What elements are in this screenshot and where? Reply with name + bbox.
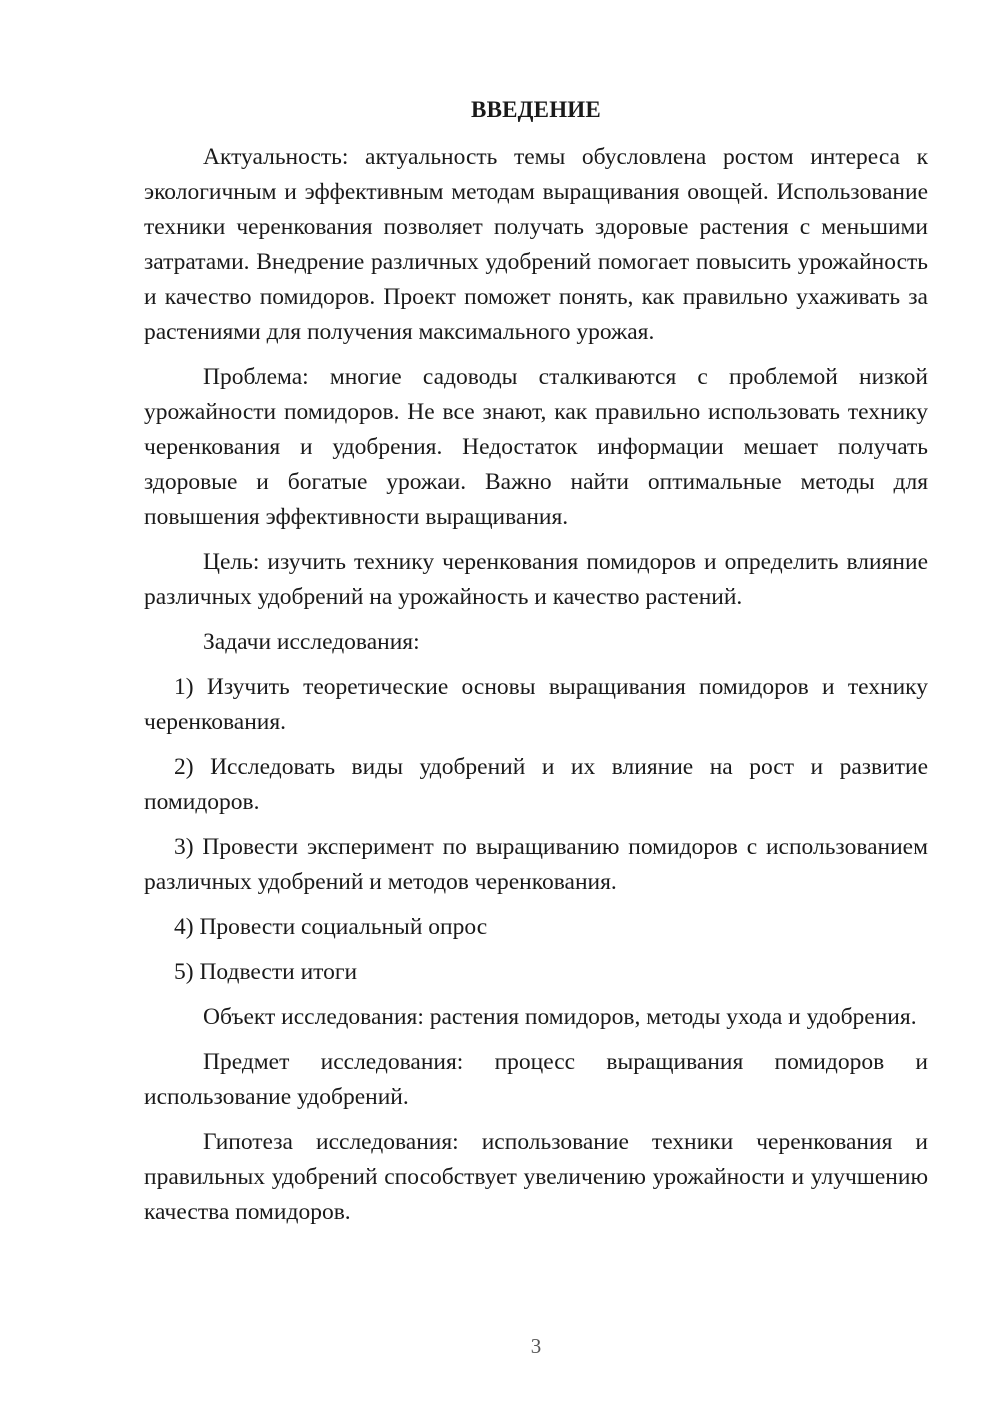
page-number: 3: [530, 1334, 542, 1358]
paragraph-relevance: Актуальность: актуальность темы обусловлена ростом интереса к экологичным и эффективным методам выращивания овощей. Использование техники черенкования позволяет получать здоровые растения с меньшими затратами. Внедрение различных удобрений помогает повысить урожайность и качество помидоров. Проект поможет понять, как правильно ухаживать за растениями для получения максимального урожая.: [144, 144, 928, 345]
task-item-4: 4) Провести социальный опрос: [174, 914, 488, 940]
paragraph-object: Объект исследования: растения помидоров, методы ухода и удобрения.: [203, 1004, 917, 1030]
paragraph-subject: Предмет исследования: процесс выращивания помидоров и использование удобрений.: [144, 1049, 928, 1110]
task-item-2: 2) Исследовать виды удобрений и их влияние на рост и развитие помидоров.: [144, 754, 928, 815]
paragraph-goal: Цель: изучить технику черенкования помидоров и определить влияние различных удобрений на урожайность и качество растений.: [144, 549, 928, 610]
paragraph-hypothesis: Гипотеза исследования: использование техники черенкования и правильных удобрений способствует увеличению урожайности и улучшению качества помидоров.: [144, 1129, 928, 1225]
tasks-list: [144, 670, 928, 990]
page-content: [144, 92, 928, 1240]
task-item-3: 3) Провести эксперимент по выращиванию помидоров с использованием различных удобрений и методов черенкования.: [144, 834, 928, 895]
task-item-1: 1) Изучить теоретические основы выращивания помидоров и технику черенкования.: [144, 674, 928, 735]
paragraph-problem: Проблема: многие садоводы сталкиваются с проблемой низкой урожайности помидоров. Не все знают, как правильно использовать технику черенкования и удобрения. Недостаток информации мешает получать здоровые и богатые урожаи. Важно найти оптимальные методы для повышения эффективности выращивания.: [144, 364, 928, 530]
tasks-heading: Задачи исследования:: [203, 629, 420, 655]
task-item-5: 5) Подвести итоги: [174, 959, 358, 985]
section-title: ВВЕДЕНИЕ: [471, 97, 601, 122]
